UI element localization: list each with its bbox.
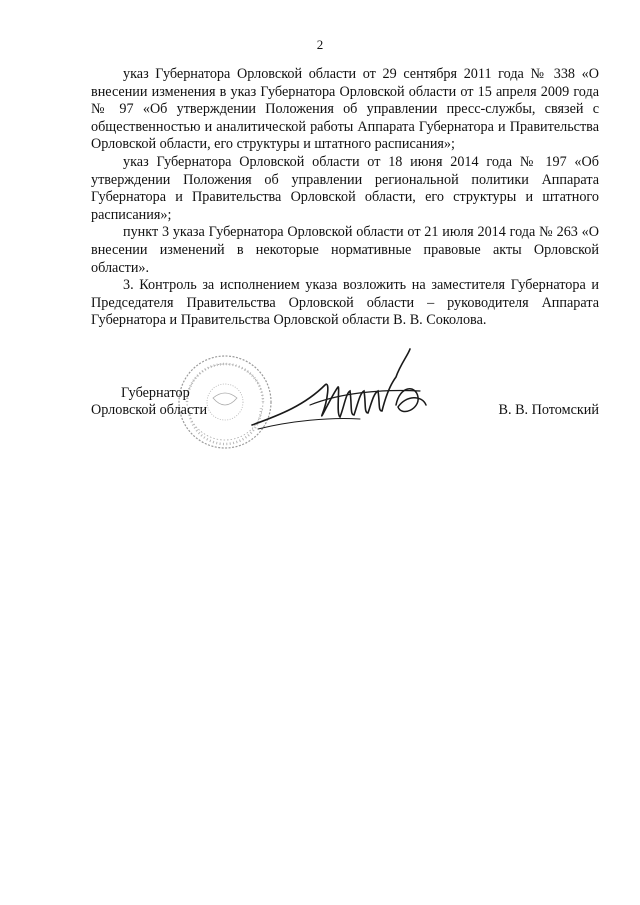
signature-block [91,385,599,445]
page-number: 2 [316,37,324,52]
paragraph-control-clause: 3. Контроль за исполнением указа возложить на заместителя Губернатора и Председателя Правительства Орловской области – руководителя Аппарата Губернатора и Правительства Орловской области В. В. Соколова. [91,277,599,329]
signatory-title-line-1: Губернатор [121,385,190,401]
paragraph-decree-338: указ Губернатора Орловской области от 29 сентября 2011 года № 338 «О внесении изменения в указ Губернатора Орловской области от 15 апреля 2009 года № 97 «Об утверждении Положения об управлении пресс-службы, связей с общественностью и аналитической работы Аппарата Губернатора и Правительства Орловской области, его структуры и штатного расписания»; [91,66,599,153]
signatory-title-line-2: Орловской области [91,402,208,418]
signatory-name: В. В. Потомский [498,402,599,418]
paragraph-decree-197: указ Губернатора Орловской области от 18 июня 2014 года № 197 «Об утверждении Положения об управлении региональной политики Аппарата Губернатора и Правительства Орловской области, его структуры и штатного расписания»; [91,153,599,223]
document-body [91,66,599,330]
paragraph-decree-263: пункт 3 указа Губернатора Орловской области от 21 июля 2014 года № 263 «О внесении изменений в некоторые нормативные правовые акты Орловской области». [91,224,599,276]
